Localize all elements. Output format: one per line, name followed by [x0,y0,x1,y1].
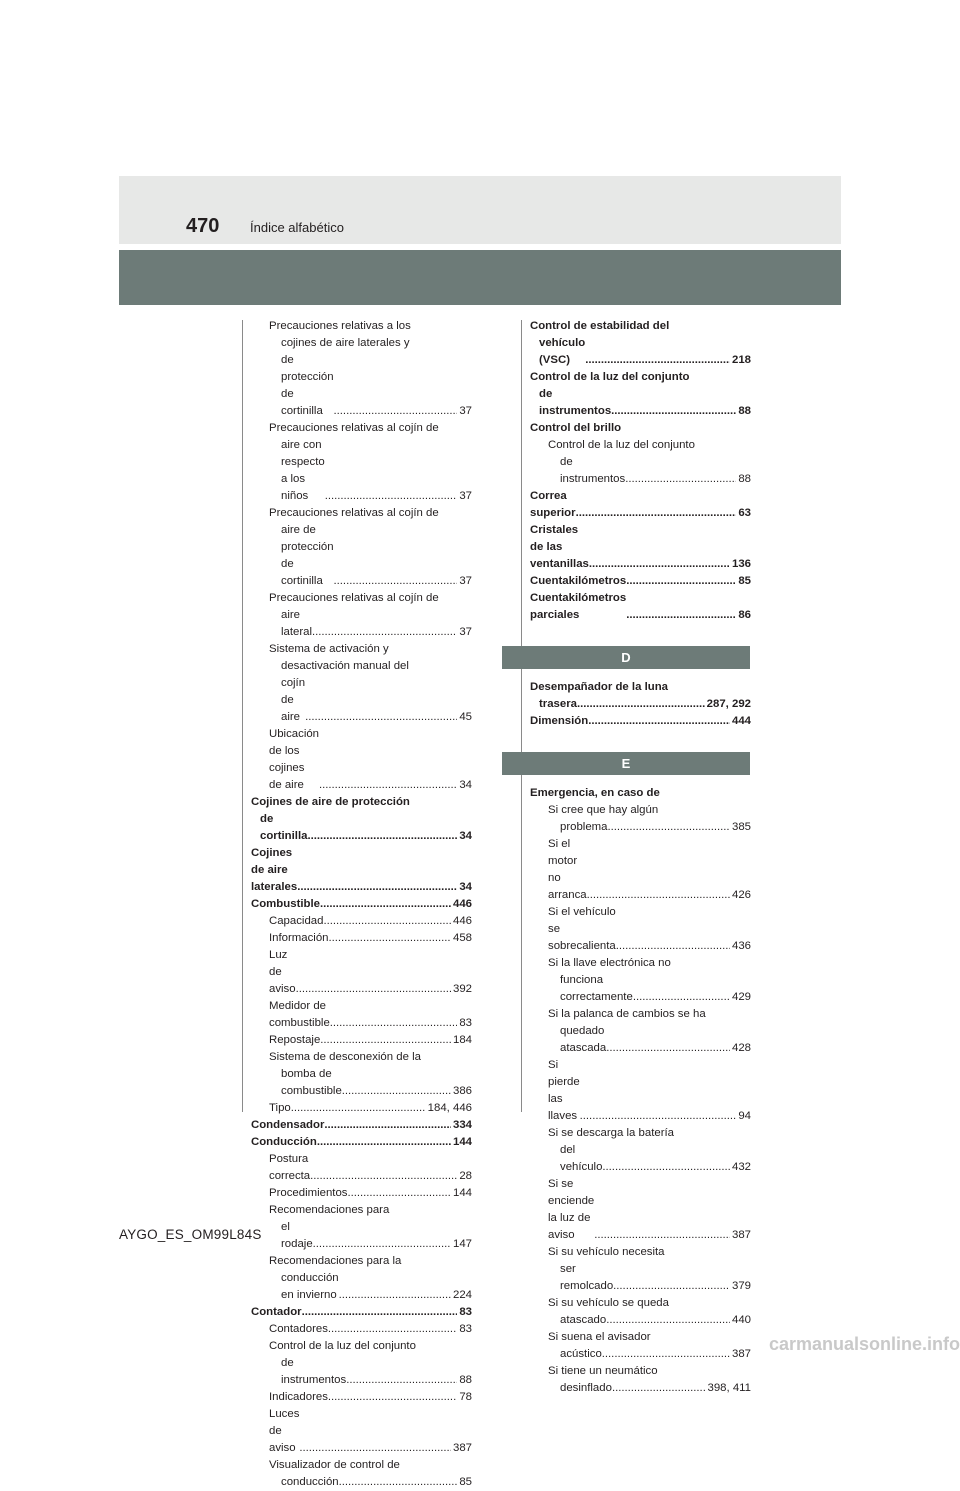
page-reference: 94 [738,1110,751,1122]
letter-section-header: E [502,752,750,775]
entry-text: Contadores [269,1323,328,1335]
page-reference: 63 [738,507,751,519]
entry-text: trasera [539,698,577,710]
entry-text: Si se enciende la luz de aviso [548,1178,595,1241]
page-reference: 83 [459,1017,472,1029]
entry-text: Luces de aviso [269,1408,300,1454]
page-reference: 184 [452,1034,472,1046]
page-reference: 34 [459,779,472,791]
dot-leader [633,989,730,1006]
page-reference: 287, 292 [706,698,751,710]
entry-text: Información [269,932,329,944]
index-entry [251,1202,472,1253]
page-reference: 386 [452,1085,472,1097]
index-entry [530,1295,751,1329]
page-reference: 136 [731,558,751,570]
entry-text: Recomendaciones para [269,1204,390,1216]
page-reference: 334 [452,1119,472,1131]
page-reference: 428 [731,1042,751,1054]
dot-leader [576,505,737,522]
page-reference: 218 [731,354,751,366]
dot-leader [334,403,458,420]
entry-text: de instrumentos [560,456,626,485]
entry-text: Postura correcta [269,1153,311,1182]
entry-text: Emergencia, en caso de [530,787,660,799]
dot-leader [606,1040,730,1057]
dot-leader [602,1346,730,1363]
index-entry [251,726,472,794]
index-entry [251,505,472,590]
page-reference: 387 [731,1229,751,1241]
dot-leader [324,1117,451,1134]
entry-text: aire de protección de cortinilla [281,524,334,587]
dot-leader [297,879,457,896]
entry-text: Cuentakilómetros parciales [530,592,627,621]
page-reference: 28 [459,1170,472,1182]
entry-text: Control de la luz del conjunto [530,371,690,383]
footer-code: AYGO_ES_OM99L84S [119,1227,262,1242]
entry-text: Precauciones relativas al cojín de [269,422,439,434]
entry-text: Si suena el avisador [548,1331,651,1343]
index-entry [530,679,751,713]
dot-leader [589,556,730,573]
dot-leader [606,1312,730,1329]
header-band [119,176,841,244]
page-reference: 458 [452,932,472,944]
entry-text: Precauciones relativas a los [269,320,411,332]
page-reference: 446 [452,898,472,910]
entry-text: conducción en invierno [281,1272,339,1301]
index-entry [530,1176,751,1244]
index-column-right [530,318,751,1397]
page-reference: 34 [459,881,472,893]
index-entry [251,1134,472,1151]
entry-text: Capacidad [269,915,324,927]
dot-leader [328,1389,457,1406]
index-entry [530,955,751,1006]
page-reference: 85 [459,1476,472,1488]
index-entry [251,1406,472,1457]
entry-text: Recomendaciones para la [269,1255,402,1267]
index-entry [251,794,472,845]
entry-text: de instrumentos [281,1357,347,1386]
dot-leader [320,1032,451,1049]
entry-text: aire lateral [281,609,313,638]
page-reference: 88 [459,1374,472,1386]
entry-text: Cuentakilómetros [530,575,627,587]
dot-leader [342,1083,451,1100]
page-reference: 184, 446 [427,1102,472,1114]
entry-text: Combustible [251,898,320,910]
entry-text: bomba de combustible [281,1068,342,1097]
entry-text: Indicadores [269,1391,328,1403]
dot-leader [319,777,457,794]
entry-text: acústico [560,1348,602,1360]
page-reference: 426 [731,889,751,901]
section-title: Índice alfabético [250,220,344,235]
page-reference: 387 [731,1348,751,1360]
index-entry [251,930,472,947]
page-reference: 432 [731,1161,751,1173]
dot-leader [626,607,736,624]
index-entry [251,947,472,998]
page-reference: 37 [459,490,472,502]
entry-text: Cojines de aire de protección [251,796,410,808]
dot-leader [296,981,451,998]
index-entry [251,590,472,641]
index-entry [251,1185,472,1202]
entry-text: Medidor de combustible [269,1000,330,1029]
index-entry [530,369,751,420]
entry-text: Si la llave electrónica no [548,957,671,969]
entry-text: Correa superior [530,490,576,519]
page-reference: 83 [459,1323,472,1335]
entry-text: Conducción [251,1136,317,1148]
page-reference: 147 [452,1238,472,1250]
dot-leader [339,1287,451,1304]
index-entry [530,802,751,836]
dot-leader [317,1134,451,1151]
page-reference: 88 [738,405,751,417]
entry-text: Visualizador de control de [269,1459,400,1471]
right-column-rule [521,320,522,1112]
index-column-left [251,318,472,1491]
index-entry [530,573,751,590]
page-reference: 78 [459,1391,472,1403]
index-entry [251,998,472,1032]
dot-leader [310,1168,457,1185]
entry-text: desinflado [560,1382,612,1394]
entry-text: Si su vehículo necesita [548,1246,665,1258]
dot-leader [325,488,458,505]
dot-leader [312,624,457,641]
entry-text: Si pierde las llaves [548,1059,580,1122]
index-entry [530,836,751,904]
dot-leader [299,1440,451,1457]
dot-leader [577,696,705,713]
dot-leader [588,713,730,730]
index-entry [251,641,472,726]
entry-text: Precauciones relativas al cojín de [269,592,439,604]
index-entry [530,420,751,437]
index-entry [251,1321,472,1338]
entry-text: Control de la luz del conjunto [548,439,695,451]
page-reference: 37 [459,626,472,638]
index-entry [251,1049,472,1100]
entry-text: de instrumentos [539,388,612,417]
entry-text: Luz de aviso [269,949,296,995]
entry-text: atascado [560,1314,607,1326]
entry-text: Sistema de desconexión de la [269,1051,421,1063]
page-reference: 83 [459,1306,472,1318]
page-reference: 444 [731,715,751,727]
entry-text: cojines de aire laterales y [281,337,410,349]
page-reference: 37 [459,405,472,417]
page-reference: 385 [731,821,751,833]
entry-text: Cristales de las ventanillas [530,524,589,570]
entry-text: Control de la luz del conjunto [269,1340,416,1352]
entry-text: Contador [251,1306,302,1318]
entry-text: Sistema de activación y [269,643,389,655]
index-entry [530,785,751,802]
entry-text: el rodaje [281,1221,313,1250]
dot-leader [305,709,457,726]
page-reference: 37 [459,575,472,587]
entry-text: quedado atascada [560,1025,607,1054]
dot-leader [580,1108,737,1125]
index-entry [530,1363,751,1397]
entry-text: desactivación manual del [281,660,409,672]
entry-text: Condensador [251,1119,325,1131]
page-reference: 446 [452,915,472,927]
entry-text: Si el motor no arranca [548,838,587,901]
page-reference: 144 [452,1136,472,1148]
page-reference: 398, 411 [707,1382,751,1394]
dot-leader [302,1304,458,1321]
dot-leader [313,1236,451,1253]
index-entry [530,437,751,488]
index-entry [251,845,472,896]
page-reference: 387 [452,1442,472,1454]
entry-text: Repostaje [269,1034,321,1046]
page-reference: 88 [738,473,751,485]
entry-text: Si el vehículo se sobrecalienta [548,906,616,952]
index-entry [251,896,472,913]
dot-leader [291,1100,426,1117]
entry-text: aire con respecto a los niños [281,439,325,502]
dot-leader [587,887,730,904]
header-dark-band [119,250,841,305]
page-reference: 34 [459,830,472,842]
entry-text: Control del brillo [530,422,622,434]
entry-text: Control de estabilidad del [530,320,670,332]
dot-leader [612,1380,706,1397]
index-entry [251,318,472,420]
dot-leader [348,1185,451,1202]
page-reference: 45 [459,711,472,723]
entry-text: del vehículo [560,1144,603,1173]
entry-text: Si tiene un neumático [548,1365,658,1377]
dot-leader [329,930,451,947]
page-reference: 440 [731,1314,751,1326]
index-entry [530,713,751,730]
dot-leader [323,913,451,930]
entry-text: de cortinilla [260,813,308,842]
dot-leader [626,573,736,590]
entry-text: Ubicación de los cojines de aire [269,728,320,791]
page-reference: 379 [731,1280,751,1292]
entry-text: Procedimientos [269,1187,348,1199]
entry-text: ser remolcado [560,1263,614,1292]
index-entry [530,522,751,573]
dot-leader [608,819,730,836]
page-reference: 436 [731,940,751,952]
index-entry [530,1006,751,1057]
entry-text: Desempañador de la luna [530,681,668,693]
index-entry [530,904,751,955]
entry-text: Precauciones relativas al cojín de [269,507,439,519]
index-entry [251,1032,472,1049]
entry-text: Tipo [269,1102,291,1114]
dot-leader [307,828,457,845]
dot-leader [330,1015,458,1032]
index-entry [251,1304,472,1321]
entry-text: Si cree que hay algún [548,804,659,816]
dot-leader [594,1227,730,1244]
index-entry [530,1125,751,1176]
index-entry [251,1338,472,1389]
dot-leader [616,938,730,955]
dot-leader [328,1321,457,1338]
index-entry [530,590,751,624]
page-reference: 224 [452,1289,472,1301]
page-reference: 144 [452,1187,472,1199]
dot-leader [320,896,451,913]
letter-section-header: D [502,646,750,669]
entry-text: Dimensión [530,715,589,727]
dot-leader [625,471,736,488]
index-entry [530,1244,751,1295]
index-entry [251,1117,472,1134]
left-column-rule [242,320,243,1112]
entry-text: cojín de aire [281,677,306,723]
index-entry [530,488,751,522]
watermark: carmanualsonline.info [768,1334,960,1354]
dot-leader [334,573,458,590]
index-entry [530,318,751,369]
entry-text: de protección de cortinilla [281,354,334,417]
entry-text: Si su vehículo se queda [548,1297,669,1309]
entry-text: funciona correctamente [560,974,633,1003]
dot-leader [602,1159,730,1176]
entry-text: Si la palanca de cambios se ha [548,1008,706,1020]
page-reference: 86 [738,609,751,621]
index-entry [251,1457,472,1491]
index-entry [251,1100,472,1117]
dot-leader [339,1474,458,1491]
page-number: 470 [186,215,220,237]
index-entry [251,913,472,930]
dot-leader [585,352,730,369]
page-reference: 429 [731,991,751,1003]
entry-text: Cojines de aire laterales [251,847,298,893]
page-reference: 85 [738,575,751,587]
dot-leader [611,403,736,420]
index-entry [251,1151,472,1185]
entry-text: vehículo (VSC) [539,337,586,366]
page-reference: 392 [452,983,472,995]
entry-text: problema [560,821,608,833]
index-entry [530,1057,751,1125]
index-entry [251,1253,472,1304]
index-entry [251,1389,472,1406]
index-entry [251,420,472,505]
dot-leader [346,1372,457,1389]
entry-text: Si se descarga la batería [548,1127,675,1139]
dot-leader [613,1278,730,1295]
entry-text: conducción [281,1476,339,1488]
